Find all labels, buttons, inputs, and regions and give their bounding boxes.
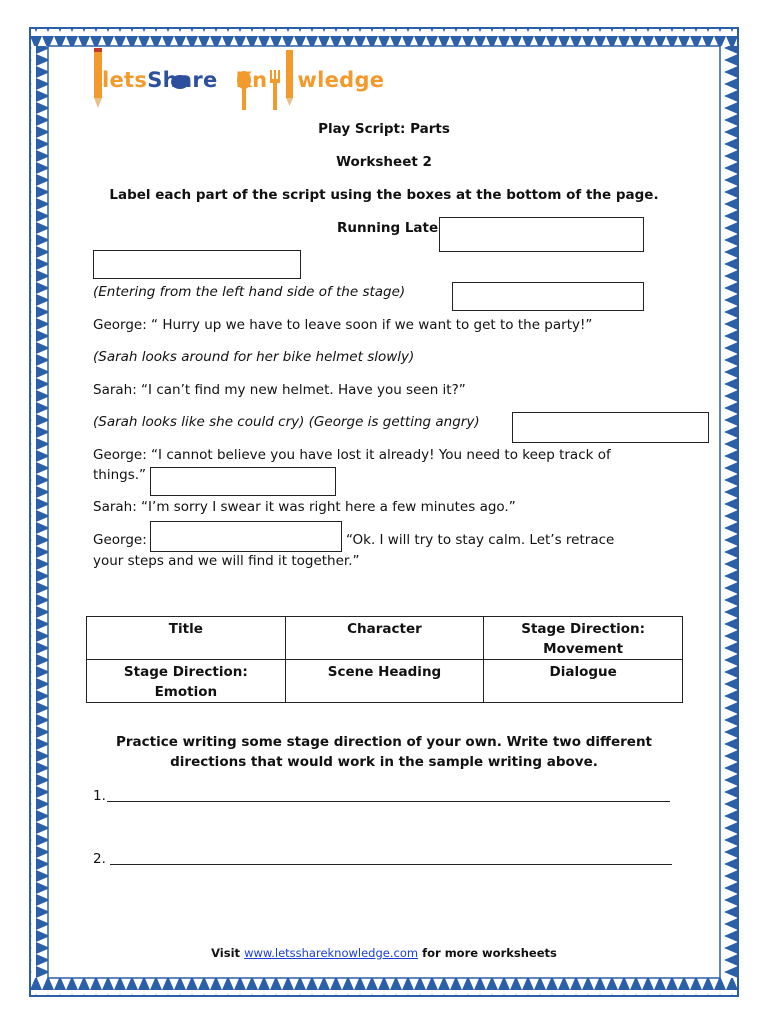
label-box-dialogue[interactable] — [150, 467, 336, 496]
practice-item-1-number: 1. — [93, 788, 106, 804]
label-box-movement[interactable] — [452, 282, 644, 311]
word-bank-cell: Dialogue — [484, 660, 683, 703]
practice-answer-line-1[interactable] — [107, 801, 670, 802]
worksheet-title: Play Script: Parts — [318, 121, 450, 137]
label-box-scene-heading[interactable] — [93, 250, 301, 279]
script-line-dialogue-2: Sarah: “I can’t find my new helmet. Have you seen it?” — [93, 382, 466, 398]
logo — [88, 44, 385, 114]
word-bank-cell: Character — [285, 617, 484, 660]
practice-answer-line-2[interactable] — [110, 864, 672, 865]
word-bank-cell: Stage Direction: Movement — [484, 617, 683, 660]
script-line-dialogue-5a: “Ok. I will try to stay calm. Let’s retrace — [346, 532, 615, 548]
label-box-character[interactable] — [150, 521, 342, 552]
script-line-dialogue-3a: George: “I cannot believe you have lost it already! You need to keep track of — [93, 447, 611, 463]
scene-title: Running Late — [337, 220, 439, 236]
worksheet-subtitle: Worksheet 2 — [336, 154, 432, 170]
practice-instruction-2: directions that would work in the sample writing above. — [170, 754, 598, 770]
word-bank-cell: Scene Heading — [285, 660, 484, 703]
practice-item-2-number: 2. — [93, 851, 106, 867]
script-line-stage-direction-1: (Entering from the left hand side of the stage) — [93, 284, 406, 300]
word-bank-cell: Title — [87, 617, 286, 660]
word-bank-cell: Stage Direction: Emotion — [87, 660, 286, 703]
label-box-emotion[interactable] — [512, 412, 709, 443]
practice-instruction-1: Practice writing some stage direction of your own. Write two different — [115, 734, 653, 750]
website-link[interactable]: www.letsshareknowledge.com — [244, 946, 419, 960]
script-line-dialogue-5b: your steps and we will find it together.” — [93, 553, 360, 569]
footer: Visit www.letsshareknowledge.com for more worksheets — [211, 946, 557, 960]
script-line-character-label: George: — [93, 532, 147, 548]
table-row — [87, 660, 683, 703]
table-row — [87, 617, 683, 660]
script-line-dialogue-4: Sarah: “I’m sorry I swear it was right here a few minutes ago.” — [93, 499, 516, 515]
label-box-title[interactable] — [439, 217, 644, 252]
script-line-dialogue-3b: things.” — [93, 467, 147, 483]
word-bank-table — [86, 616, 683, 703]
logo-text: letsShare Kn wledge — [102, 68, 385, 92]
script-line-stage-direction-2: (Sarah looks around for her bike helmet slowly) — [93, 349, 415, 365]
script-line-stage-direction-3: (Sarah looks like she could cry) (George is getting angry) — [93, 414, 480, 430]
script-line-dialogue-1: George: “ Hurry up we have to leave soon if we want to get to the party!” — [93, 317, 593, 333]
instruction-text: Label each part of the script using the boxes at the bottom of the page. — [109, 187, 659, 203]
